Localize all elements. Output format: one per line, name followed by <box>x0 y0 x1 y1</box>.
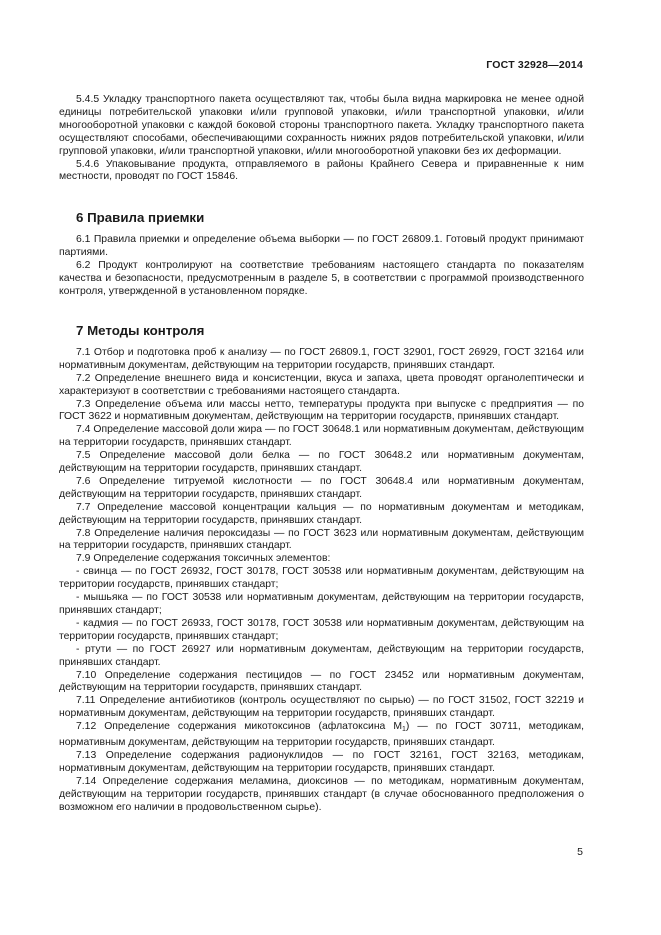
list-item-mercury: - ртути — по ГОСТ 26927 или нормативным документам, действующим на территории государств, принявших стандарт. <box>59 643 584 668</box>
paragraph-7-10: 7.10 Определение содержания пестицидов — по ГОСТ 23452 или нормативным документам, действующим на территории государств, принявших стандарт. <box>59 669 584 694</box>
paragraph-7-4: 7.4 Определение массовой доли жира — по ГОСТ 30648.1 или нормативным документам, действующим на территории государств, принявших стандарт. <box>59 424 584 449</box>
paragraph-7-12-part-b: ) — по ГОСТ 30711, методикам, нормативным документам, действующим на территории государств, принявших стандарт. <box>59 721 584 749</box>
paragraph-7-2: 7.2 Определение внешнего вида и консистенции, вкуса и запаха, цвета проводят органолептически и характеризуют в соответствии с требованиями настоящего стандарта. <box>59 372 584 397</box>
paragraph-7-9: 7.9 Определение содержания токсичных элементов: <box>76 553 331 565</box>
paragraph-6-2: 6.2 Продукт контролируют на соответствие требованиям настоящего стандарта по показателям качества и безопасности, предусмотренным в разделе 5, в соответствии с программой производственного контроля, утвержденной в установленном порядке. <box>59 260 584 297</box>
paragraph-7-12-part-a: 7.12 Определение содержания микотоксинов (афлатоксина M <box>76 721 402 733</box>
paragraph-5-4-5: 5.4.5 Укладку транспортного пакета осуществляют так, чтобы была видна маркировка не менее одной единицы потребительской упаковки и/или групповой упаковки, и/или транспортной упаковки, и/или многооборотной упаковки с каждой боковой стороны транспортного пакета. Укладку транспортного пакета осуществляют способами, обеспечивающими сохранность нижних рядов потребительской упаковки, и/или групповой упаковки, и/или транспортной упаковки, и/или многооборотной упаковки без их деформации. <box>59 94 584 157</box>
paragraph-7-11: 7.11 Определение антибиотиков (контроль осуществляют по сырью) — по ГОСТ 31502, ГОСТ 32219 и нормативным документам, действующим на территории государств, принявших стандарт. <box>59 695 584 720</box>
paragraph-6-1: 6.1 Правила приемки и определение объема выборки — по ГОСТ 26809.1. Готовый продукт принимают партиями. <box>59 234 584 259</box>
list-item-cadmium: - кадмия — по ГОСТ 26933, ГОСТ 30178, ГОСТ 30538 или нормативным документам, действующим на территории государств, принявших стандарт; <box>59 617 584 642</box>
paragraph-7-8: 7.8 Определение наличия пероксидазы — по ГОСТ 3623 или нормативным документам, действующим на территории государств, принявших стандарт. <box>59 527 584 552</box>
section-7-heading: 7 Методы контроля <box>76 322 205 338</box>
paragraph-5-4-6: 5.4.6 Упаковывание продукта, отправляемого в районы Крайнего Севера и приравненные к ним местности, проводят по ГОСТ 15846. <box>59 158 584 183</box>
page-number: 5 <box>577 846 583 858</box>
document-number-header: ГОСТ 32928—2014 <box>486 59 583 71</box>
paragraph-7-14: 7.14 Определение содержания меламина, диоксинов — по методикам, нормативным документам, действующим на территории государств, принявших стандарт (в случае обоснованного предположения о возможном его наличии в продовольственном сырье). <box>59 775 584 813</box>
paragraph-7-3: 7.3 Определение объема или массы нетто, температуры продукта при выпуске с предприятия — по ГОСТ 3622 и нормативным документам, действующим на территории государств, принявших стандарт. <box>59 398 584 423</box>
list-item-lead: - свинца — по ГОСТ 26932, ГОСТ 30178, ГОСТ 30538 или нормативным документам, действующим на территории государств, принявших стандарт; <box>59 566 584 591</box>
paragraph-7-1: 7.1 Отбор и подготовка проб к анализу — по ГОСТ 26809.1, ГОСТ 32901, ГОСТ 26929, ГОСТ 32164 или нормативным документам, действующим на территории государств, принявших стандарт. <box>59 346 584 371</box>
paragraph-7-7: 7.7 Определение массовой концентрации кальция — по нормативным документам и методикам, действующим на территории государств, принявших стандарт. <box>59 501 584 526</box>
list-item-arsenic: - мышьяка — по ГОСТ 30538 или нормативным документам, действующим на территории государств, принявших стандарт; <box>59 592 584 616</box>
paragraph-7-6: 7.6 Определение титруемой кислотности — по ГОСТ 30648.4 или нормативным документам, действующим на территории государств, принявших стандарт. <box>59 475 584 500</box>
section-6-heading: 6 Правила приемки <box>76 210 205 226</box>
subscript-1: 1 <box>401 726 406 734</box>
document-body <box>59 94 584 815</box>
paragraph-7-5: 7.5 Определение массовой доли белка — по ГОСТ 30648.2 или нормативным документам, действующим на территории государств, принявших стандарт. <box>59 450 584 475</box>
paragraph-7-13: 7.13 Определение содержания радионуклидов — по ГОСТ 32161, ГОСТ 32163, методикам, нормативным документам, действующим на территории государств, принявших стандарт. <box>59 749 584 774</box>
paragraph-7-12 <box>59 721 584 750</box>
